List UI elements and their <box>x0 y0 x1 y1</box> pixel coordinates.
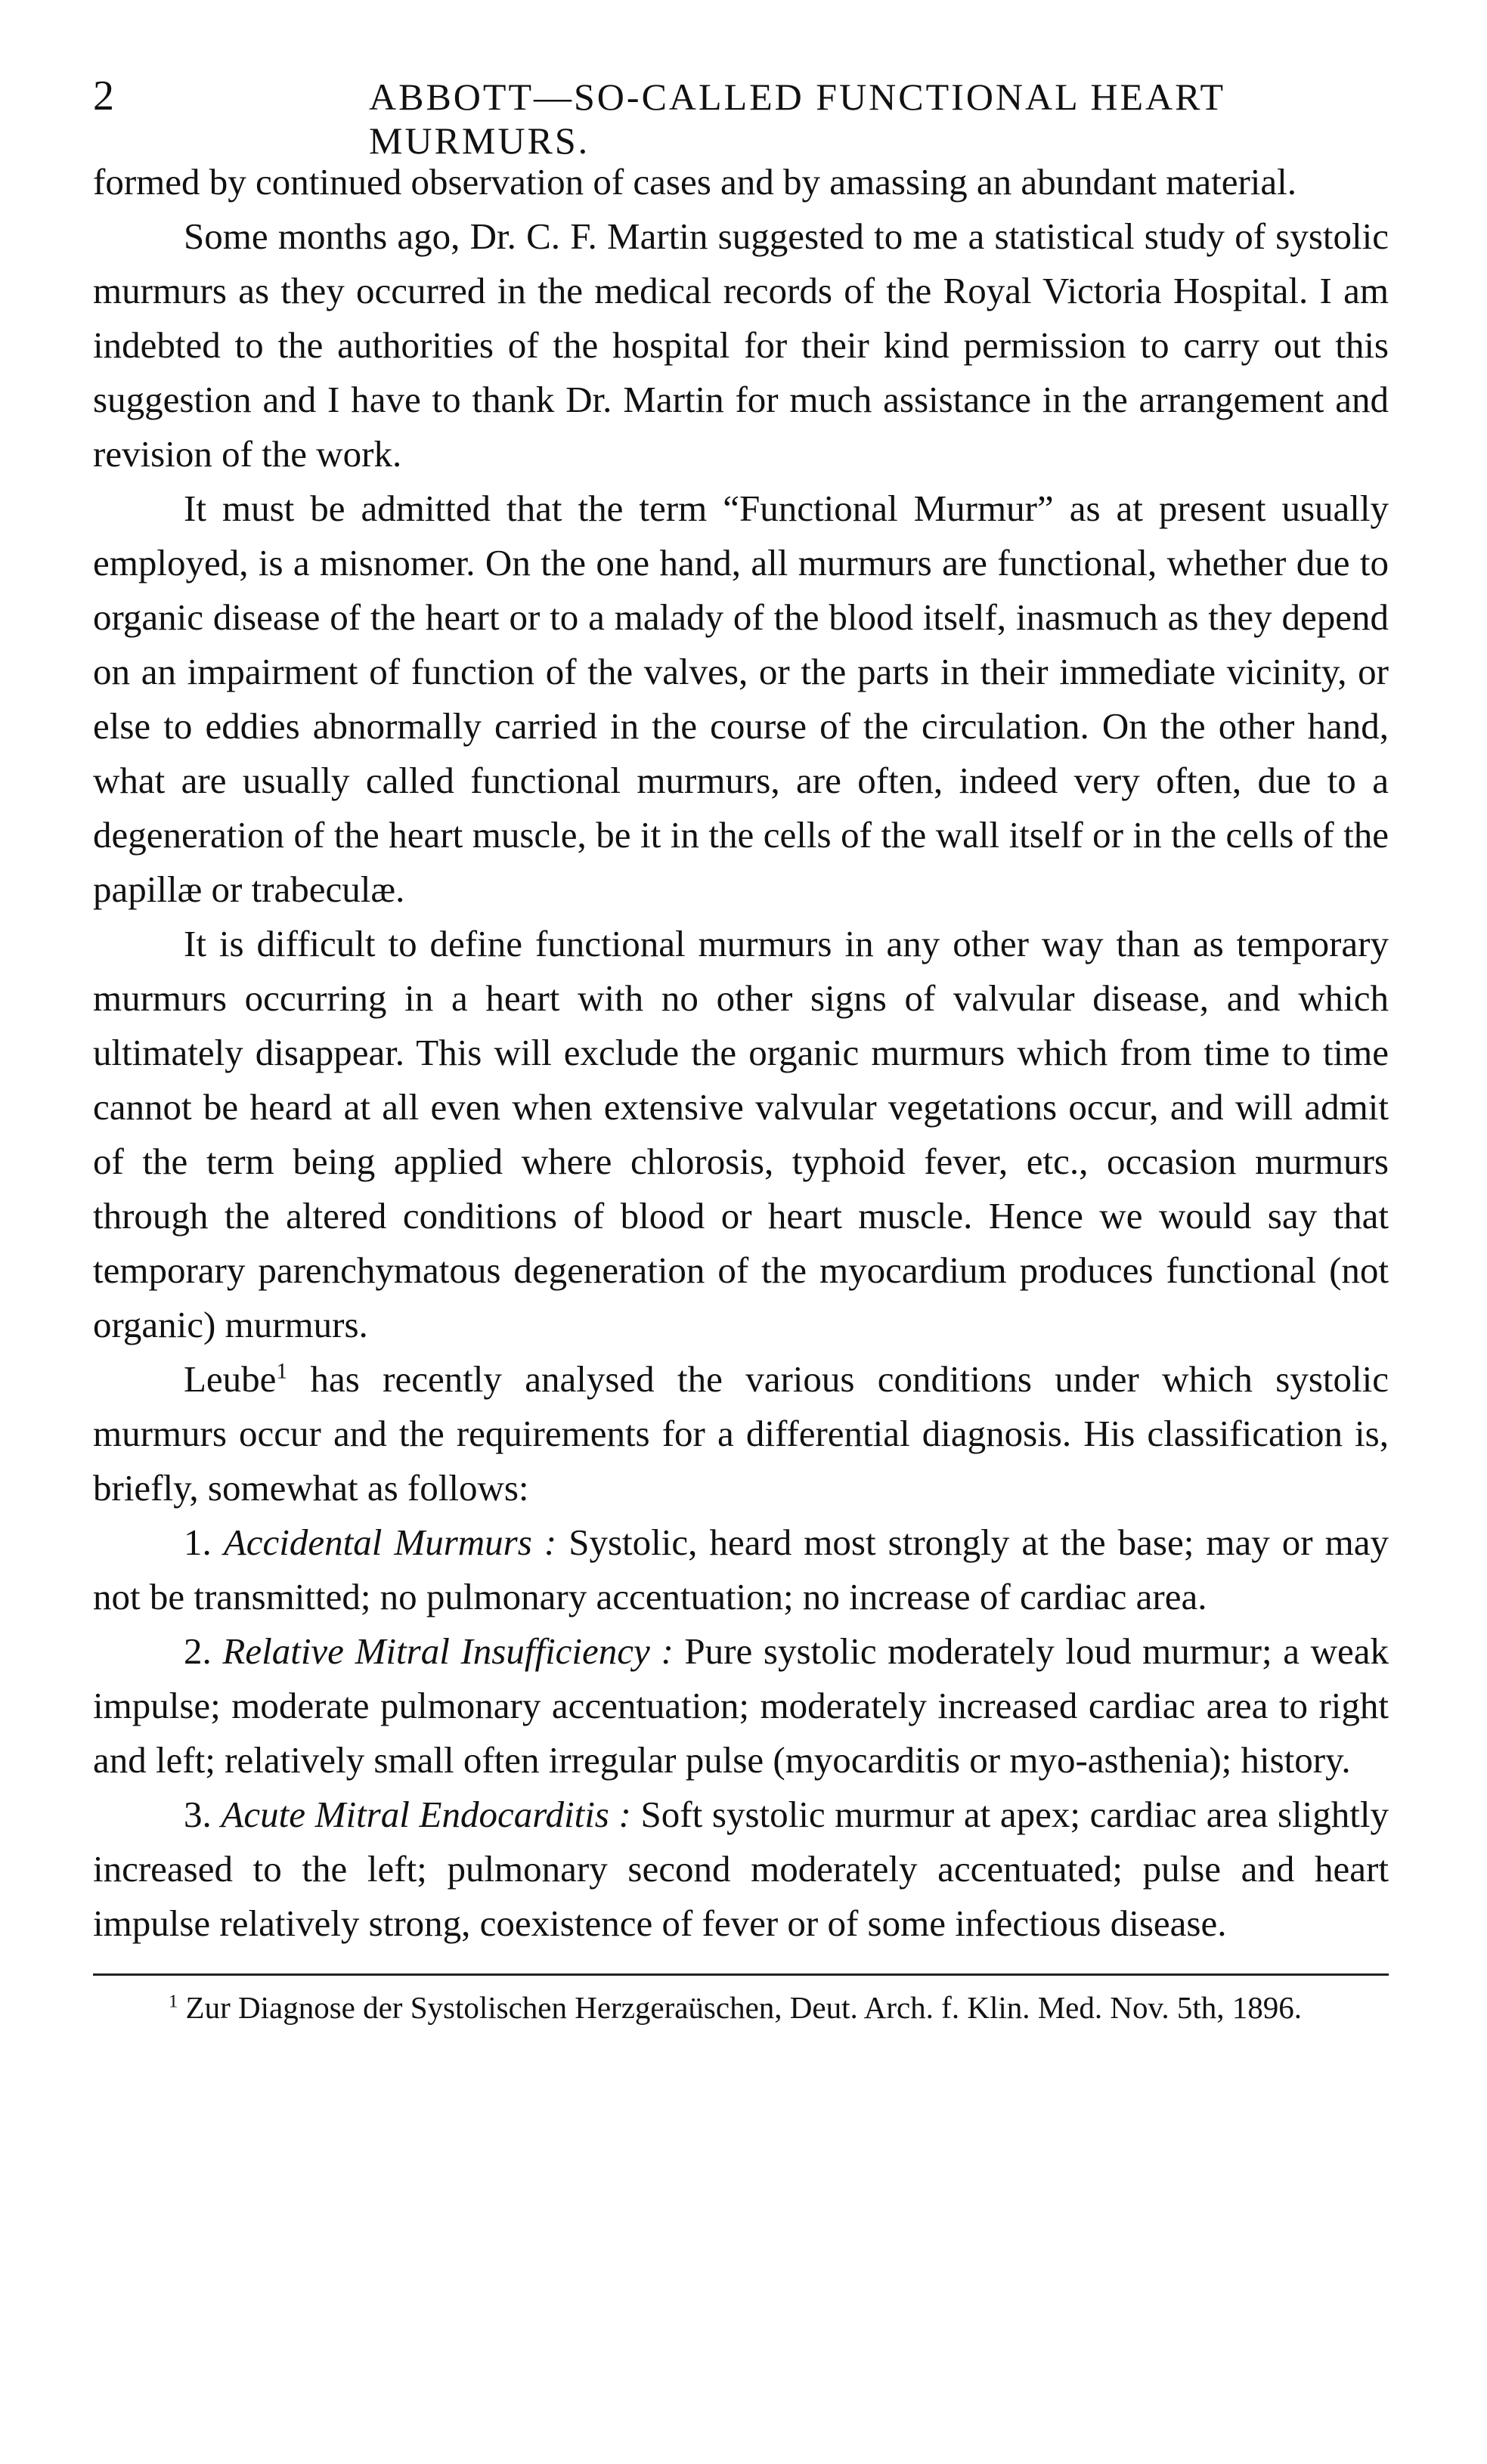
footnote-mark: 1 <box>169 1991 178 2012</box>
item-number: 2. <box>184 1630 212 1672</box>
classification-item <box>93 1788 1389 1951</box>
footnote <box>93 1985 1389 2030</box>
paragraph: formed by continued observation of cases and by amassing an abundant material. <box>93 161 1297 203</box>
paragraph-leube <box>93 1352 1389 1515</box>
paragraph: It must be admitted that the term “Functional Murmur” as at present usually employed, is a misnomer. On the one hand, all murmurs are functional, whether due to organic disease of the heart or to a malady of the blood itself, inasmuch as they depend on an impairment of function of the valves, or the parts in their immediate vicinity, or else to eddies abnormally carried in the course of the circulation. On the other hand, what are usually called functional murmurs, are often, indeed very often, due to a degeneration of the heart muscle, be it in the cells of the wall itself or in the cells of the papillæ or trabeculæ. <box>93 488 1389 910</box>
leube-text: has recently analysed the various conditions under which systolic murmurs occur and the requirements for a differential diagnosis. His classification is, briefly, somewhat as follows: <box>93 1358 1389 1509</box>
paragraph: It is difficult to define functional murmurs in any other way than as temporary murmurs occurring in a heart with no other signs of valvular disease, and which ultimately disappear. This will exclude the organic murmurs which from time to time cannot be heard at all even when extensive valvular vegetations occur, and will admit of the term being applied where chlorosis, typhoid fever, etc., occasion murmurs through the altered conditions of blood or heart muscle. Hence we would say that temporary parenchymatous degeneration of the myocardium produces functional (not organic) murmurs. <box>93 923 1389 1345</box>
item-number: 1. <box>184 1521 212 1563</box>
classification-item <box>93 1624 1389 1788</box>
footnote-reference: 1 <box>276 1359 288 1384</box>
leube-name: Leube <box>184 1358 277 1400</box>
item-text: Soft systolic murmur at apex; cardiac area slightly increased to the left; pulmonary second moderately accentuated; pulse and heart impulse relatively strong, coexistence of fever or of some infectious disease. <box>93 1794 1389 1944</box>
item-number: 3. <box>184 1794 212 1835</box>
body-text <box>93 155 1389 1951</box>
item-text: Systolic, heard most strongly at the base; may or may not be transmitted; no pulmonary accentuation; no increase of cardiac area. <box>93 1521 1389 1617</box>
item-title: Acute Mitral Endocarditis : <box>221 1794 631 1835</box>
classification-item <box>93 1515 1389 1624</box>
running-head: ABBOTT—SO-CALLED FUNCTIONAL HEART MURMURS. <box>369 76 1225 162</box>
item-text: Pure systolic moderately loud murmur; a weak impulse; moderate pulmonary accentuation; moderately increased cardiac area to right and left; relatively small often irregular pulse (myocarditis or myo-asthenia); history. <box>93 1630 1389 1781</box>
footnote-divider <box>93 1973 1389 1976</box>
item-title: Accidental Murmurs : <box>223 1521 557 1563</box>
item-title: Relative Mitral Insufficiency : <box>222 1630 674 1672</box>
page-number: 2 <box>93 73 115 119</box>
footnote-text: Zur Diagnose der Systolischen Herzgeraüschen, Deut. Arch. f. Klin. Med. Nov. 5th, 1896. <box>185 1990 1302 2025</box>
paragraph: Some months ago, Dr. C. F. Martin suggested to me a statistical study of systolic murmurs as they occurred in the medical records of the Royal Victoria Hospital. I am indebted to the authorities of the hospital for their kind permission to carry out this suggestion and I have to thank Dr. Martin for much assistance in the arrangement and revision of the work. <box>93 215 1389 475</box>
page-header <box>93 72 1389 162</box>
